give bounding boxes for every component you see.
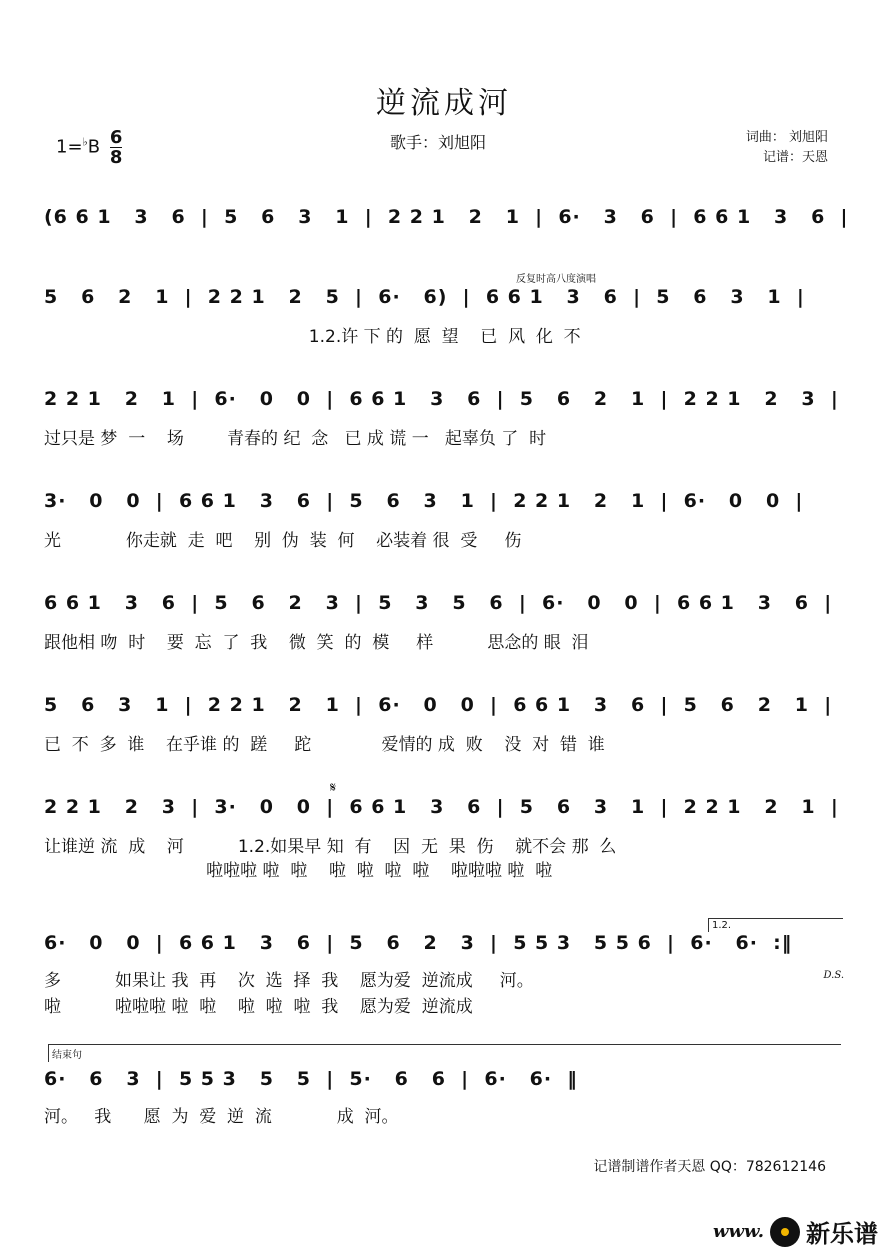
footer-credit: 记谱制谱作者天恩 QQ：782612146	[593, 1159, 826, 1175]
notes: 2 2 1 2 3 | 3· 0 0 | 6 6 1 3 6 | 5 6 3 1 | 2 2 1 2 1 |	[44, 796, 839, 818]
transcriber: 记谱：天恩	[762, 150, 828, 165]
lyric-line: 跟他相 吻 时 要 忘 了 我 微 笑 的 模 样 思念的 眼 泪	[44, 633, 589, 653]
site-logo[interactable]	[713, 1214, 878, 1249]
time-top: 6	[109, 127, 123, 148]
record-disc-icon	[770, 1217, 800, 1247]
page-title: 逆流成河	[376, 86, 512, 121]
lyric-line: 1.2.许 下 的 愿 望 已 风 化 不	[44, 327, 581, 347]
lyric-line: 让谁逆 流 成 河 1.2.如果早 知 有 因 无 果 伤 就不会 那 么	[44, 837, 617, 857]
lyric-line: 已 不 多 谁 在乎谁 的 蹉 跎 爱情的 成 败 没 对 错 谁	[44, 735, 605, 755]
notes: 6 6 1 3 6 | 5 6 2 3 | 5 3 5 6 | 6· 0 0 | 6 6 1 3 6 |	[44, 592, 833, 614]
logo-www: www.	[713, 1221, 764, 1242]
notes: 5 6 2 1 | 2 2 1 2 5 | 6· 6) | 6 6 1 3 6 | 5 6 3 1 |	[44, 286, 805, 308]
octave-note: 反复时高八度演唱	[516, 274, 596, 285]
ending-bracket: 结束句	[48, 1044, 841, 1062]
ds-marking: D.S.	[823, 970, 844, 981]
key-signature	[56, 128, 122, 167]
time-signature	[110, 128, 123, 167]
key-prefix: 1=	[56, 136, 83, 158]
key-note: B	[87, 136, 101, 158]
notes: (6 6 1 3 6 | 5 6 3 1 | 2 2 1 2 1 | 6· 3 6 | 6 6 1 3 6 |	[44, 206, 849, 228]
lyric-line-2: 啦啦啦 啦 啦 啦 啦 啦 啦 啦啦啦 啦 啦	[44, 861, 553, 881]
notes: 2 2 1 2 1 | 6· 0 0 | 6 6 1 3 6 | 5 6 2 1 | 2 2 1 2 3 |	[44, 388, 839, 410]
lyric-line: 光 你走就 走 吧 别 伪 装 何 必装着 很 受 伤	[44, 531, 522, 551]
lyric-line-2: 啦 啦啦啦 啦 啦 啦 啦 啦 我 愿为爱 逆流成	[44, 997, 473, 1017]
composer: 词曲： 刘旭阳	[745, 130, 828, 145]
segno-sign: 𝄋	[330, 780, 337, 796]
volta-bracket: 1.2.	[708, 918, 843, 932]
credits	[746, 128, 828, 168]
notes: 5 6 3 1 | 2 2 1 2 1 | 6· 0 0 | 6 6 1 3 6 | 5 6 2 1 |	[44, 694, 833, 716]
notes: 3· 0 0 | 6 6 1 3 6 | 5 6 3 1 | 2 2 1 2 1 | 6· 0 0 |	[44, 490, 804, 512]
notes: 6· 0 0 | 6 6 1 3 6 | 5 6 2 3 | 5 5 3 5 5 6 | 6· 6· :‖	[44, 932, 793, 954]
time-bottom: 8	[109, 147, 123, 168]
lyric-line: 过只是 梦 一 场 青春的 纪 念 已 成 谎 一 起辜负 了 时	[44, 429, 547, 449]
singer: 歌手：刘旭阳	[390, 133, 487, 152]
logo-name: 新乐谱	[806, 1220, 878, 1248]
lyric-line: 河。 我 愿 为 爱 逆 流 成 河。	[44, 1107, 399, 1127]
flat-sign: ♭	[82, 135, 88, 149]
lyric-line: 多 如果让 我 再 次 选 择 我 愿为爱 逆流成 河。	[44, 971, 534, 991]
notes: 6· 6 3 | 5 5 3 5 5 | 5· 6 6 | 6· 6· ‖	[44, 1068, 578, 1090]
